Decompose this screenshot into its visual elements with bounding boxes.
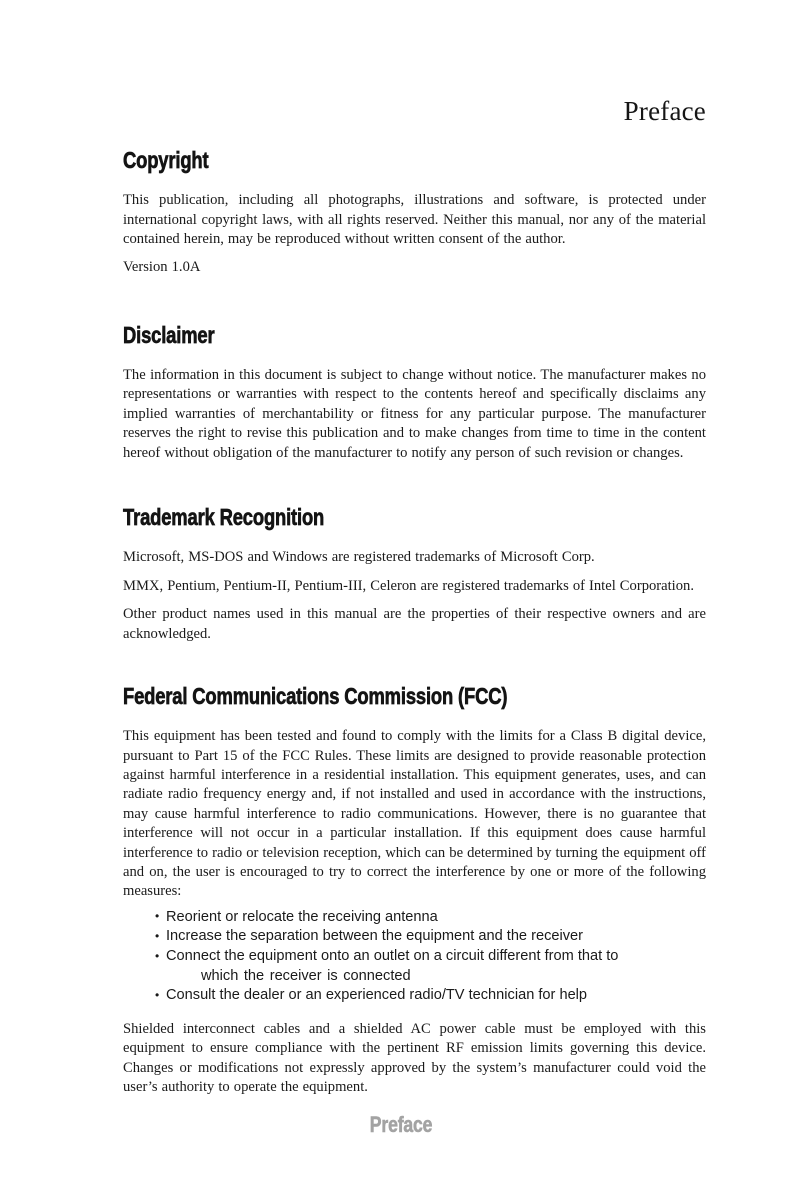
running-footer-label: Preface [369,1112,433,1137]
fcc-paragraph-compliance: This equipment has been tested and found to comply with the limits for a Class B digital device, pursuant to Part 15 of the FCC Rules. These limits are designed to provide reasonable protection against harmful interference in a residential installation. This equipment generates, uses, and can radiate radio frequency energy and, if not installed and used in accordance with the instructions, may cause harmful interference to radio communications. However, there is no guarantee that interference will not occur in a particular installation. If this equipment does cause harmful interference to radio or television reception, which can be determined by turning the equipment off and on, the user is encouraged to try to correct the interference by one or more of the following measures: [123,728,706,900]
running-header: Preface [623,96,706,126]
trademark-paragraph-intel: MMX, Pentium, Pentium-II, Pentium-III, Celeron are registered trademarks of Intel Corporation. [123,577,694,594]
list-item [155,986,706,1006]
list-item [155,908,706,928]
list-item [155,927,706,947]
list-item [155,947,706,986]
running-footer [0,1112,802,1138]
disclaimer-paragraph: The information in this document is subject to change without notice. The manufacturer makes no representations or warranties with respect to the contents hereof and specifically disclaims any implied warranties of merchantability or fitness for any particular purpose. The manufacturer reserves the right to revise this publication and to make changes from time to time in the content hereof without obligation of the manufacturer to notify any person of such revision or changes. [123,367,706,461]
trademark-paragraph-microsoft: Microsoft, MS-DOS and Windows are registered trademarks of Microsoft Corp. [123,549,595,566]
fcc-measures-list [123,908,706,1006]
measure-text: Reorient or relocate the receiving antenna [166,908,438,925]
measure-text: Increase the separation between the equipment and the receiver [166,928,584,945]
section-heading-disclaimer: Disclaimer [123,321,215,348]
measure-text: Consult the dealer or an experienced radio/TV technician for help [166,987,588,1004]
fcc-paragraph-shielded-cables: Shielded interconnect cables and a shielded AC power cable must be employed with this equipment to ensure compliance with the pertinent RF emission limits governing this device. Changes or modifications not expressly approved by the system’s manufacturer could void the user’s authority to operate the equipment. [123,1020,706,1095]
measure-text-continuation: which the receiver is connected [201,967,411,984]
section-heading-copyright: Copyright [123,147,209,173]
copyright-paragraph: This publication, including all photographs, illustrations and software, is protected under international copyright laws, with all rights reserved. Neither this manual, nor any of the material contained herein, may be reproduced without written consent of the author. [123,192,706,248]
section-heading-trademark-recognition: Trademark Recognition [123,504,325,531]
measure-text: Connect the equipment onto an outlet on a circuit different from that to [166,948,619,964]
page-content [123,0,706,1097]
section-heading-fcc: Federal Communications Commission (FCC) [123,682,508,709]
version-line: Version 1.0A [123,259,201,276]
trademark-paragraph-other: Other product names used in this manual are the properties of their respective owners and are acknowledged. [123,606,706,642]
